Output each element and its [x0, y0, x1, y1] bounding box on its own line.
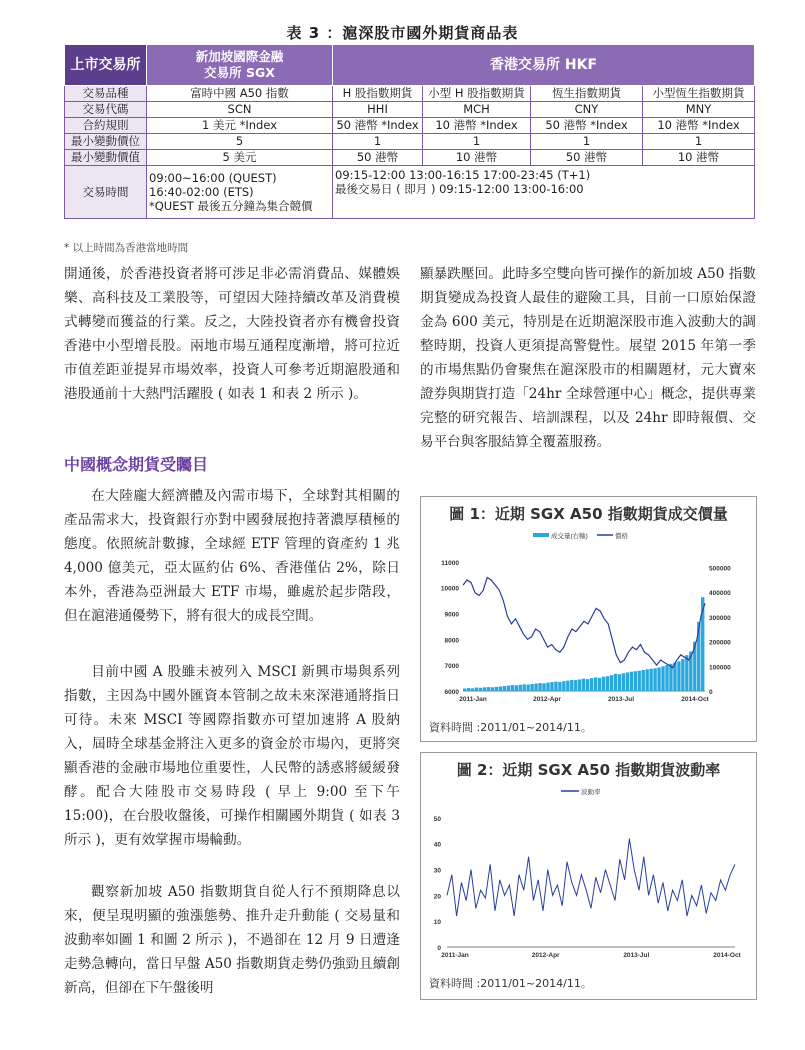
header-hkf: 香港交易所 HKF: [333, 45, 755, 86]
volume-bar: [463, 689, 466, 691]
legend-volume-label: 成交量(右軸): [551, 533, 588, 540]
volume-bar: [582, 679, 585, 691]
figure-2-title: 圖 2：近期 SGX A50 指數期貨波動率: [456, 761, 721, 779]
volume-bar: [558, 682, 561, 691]
volume-bar: [665, 665, 668, 691]
volume-bar: [538, 683, 541, 691]
table-cell: 小型 H 股指數期貨: [423, 86, 531, 102]
hours-line: *QUEST 最後五分鐘為集合競價: [149, 199, 313, 213]
table-cell: HHI: [333, 102, 423, 118]
table-cell: 10 港幣 *Index: [643, 118, 755, 134]
price-line: [463, 577, 705, 667]
hours-line: 最後交易日 ( 即月 ) 09:15-12:00 13:00-16:00: [335, 182, 584, 196]
x-tick-label: 2012-Apr: [531, 952, 560, 959]
volume-bar: [507, 686, 510, 691]
row-label: 交易時間: [65, 166, 147, 219]
table-cell: 1: [531, 134, 643, 150]
table-cell: 50 港幣: [333, 150, 423, 166]
volume-bar: [566, 681, 569, 691]
figure-1-title: 圖 1：近期 SGX A50 指數期貨成交價量: [449, 505, 728, 523]
volume-bar: [519, 685, 522, 691]
table-cell: 1: [333, 134, 423, 150]
table-cell: SCN: [147, 102, 333, 118]
y-right-tick-label: 400000: [709, 590, 731, 598]
table-cell: CNY: [531, 102, 643, 118]
volume-bar: [649, 669, 652, 691]
volume-bar: [634, 671, 637, 691]
table-cell-hours-sgx: [147, 166, 333, 219]
volume-bar: [610, 675, 613, 691]
header-sgx-line1: 新加坡國際金融: [195, 49, 284, 64]
volume-bar: [546, 683, 549, 691]
volume-bar: [594, 677, 597, 691]
figure-1: [420, 496, 757, 742]
y-right-tick-label: 200000: [709, 639, 731, 647]
volume-bar: [471, 688, 474, 691]
y-left-tick-label: 6000: [444, 689, 459, 696]
table-cell: 50 港幣: [531, 150, 643, 166]
volume-bar: [677, 661, 680, 691]
volume-bar: [645, 669, 648, 691]
volume-bar: [638, 671, 641, 691]
table-cell: 1: [643, 134, 755, 150]
volume-bar: [499, 687, 502, 691]
y-left-tick-label: 7000: [444, 663, 459, 671]
volume-bar: [598, 678, 601, 691]
y-tick-label: 50: [433, 815, 441, 823]
header-sgx: [147, 45, 333, 86]
volume-bar: [618, 674, 621, 691]
volume-bar: [590, 678, 593, 691]
table-cell: 5: [147, 134, 333, 150]
volume-bar: [491, 687, 494, 691]
table-row: [65, 86, 755, 102]
volume-bar: [542, 683, 545, 691]
volume-bar: [681, 659, 684, 691]
hours-line: 16:40-02:00 (ETS): [149, 185, 254, 199]
paragraph: 開通後，於香港投資者將可涉足非必需消費品、媒體娛樂、高科技及工業股等，可望因大陸持續改革及消費模式轉變而獲益的行業。反之，大陸投資者亦有機會投資香港中小型增長股。兩地市場互通程度漸增，將可拉近市值差距並提昇市場效率，投資人可參考近期滬股通和港股通前十大熱門活躍股 ( 如表 1 和表 2 所示 )。: [64, 266, 400, 402]
table-cell: 富時中國 A50 指數: [147, 86, 333, 102]
volume-bar: [630, 672, 633, 691]
table-row: [65, 134, 755, 150]
row-label: 合約規則: [65, 118, 147, 134]
paragraph: 觀察新加坡 A50 指數期貨自從人行不預期降息以來，便呈現明顯的強漲態勢、推升走升動能 ( 交易量和波動率如圖 1 和圖 2 所示 )，不過卻在 12 月 9 日遭逢走勢急轉向，當日早盤 A50 指數期貨走勢仍強勁且續創新高，但卻在下午盤後明: [64, 884, 400, 996]
y-right-tick-label: 300000: [709, 614, 731, 622]
volume-bar: [515, 685, 518, 691]
table-row: [65, 150, 755, 166]
volatility-chart: [425, 785, 751, 965]
volume-bar: [626, 672, 629, 691]
y-left-tick-label: 9000: [444, 611, 459, 619]
x-tick-label: 2013-Jul: [623, 952, 650, 959]
row-label: 最小變動價位: [65, 134, 147, 150]
table-note: * 以上時間為香港當地時間: [64, 242, 189, 254]
hours-line: 09:00~16:00 (QUEST): [149, 171, 277, 185]
volume-bar: [487, 687, 490, 691]
x-tick-label: 2011-Jan: [459, 696, 487, 703]
volume-bar: [562, 681, 565, 691]
table-cell: 1 美元 *Index: [147, 118, 333, 134]
legend-price-label: 價格: [615, 533, 628, 540]
volume-bar: [661, 666, 664, 691]
figure-1-source: 資料時間 :2011/01~2014/11。: [429, 721, 592, 734]
y-tick-label: 10: [433, 919, 441, 927]
table-row: [65, 102, 755, 118]
volume-bar: [657, 668, 660, 691]
figure-2: [420, 752, 757, 1000]
table-cell: 1: [423, 134, 531, 150]
table-cell: 10 港幣: [423, 150, 531, 166]
table-cell: MCH: [423, 102, 531, 118]
row-label: 交易品種: [65, 86, 147, 102]
volume-bar: [550, 682, 553, 691]
volume-bar: [495, 687, 498, 691]
section-heading: 中國概念期貨受矚目: [64, 455, 209, 474]
volume-bar: [606, 676, 609, 691]
hours-line: 09:15-12:00 13:00-16:15 17:00-23:45 (T+1): [335, 168, 591, 182]
futures-table: [64, 44, 755, 219]
volume-bar: [479, 688, 482, 691]
volume-bar: [614, 674, 617, 691]
x-tick-label: 2012-Apr: [533, 696, 561, 703]
paragraph: 在大陸龐大經濟體及內需市場下，全球對其相關的產品需求大，投資銀行亦對中國發展抱持著濃厚積極的態度。依照統計數據，全球經 ETF 管理的資產約 1 兆 4,000 億美元，亞太區約佔 6%、香港僅佔 2%，除日本外，香港為亞洲最大 ETF 市場，雖處於起步階段，但在滬港通優勢下，將有很大的成長空間。: [64, 488, 400, 624]
paragraph: 目前中國 A 股雖未被列入 MSCI 新興市場與系列指數，主因為中國外匯資本管制之故未來深港通將指日可待。未來 MSCI 等國際指數亦可望加速將 A 股納入，屆時全球基金將注入更多的資金於市場內，更將突顯香港的金融市場地位重要性，人民幣的誘惑將緩緩發酵。配合大陸股市交易時段 ( 早上 9:00 至下午 15:00)，在台股收盤後，可操作相關國外期貨 ( 如表 3 所示 )，更有效掌握市場輪動。: [64, 664, 400, 848]
volume-price-chart: [425, 529, 751, 709]
x-tick-label: 2014-Oct: [713, 952, 741, 959]
y-tick-label: 20: [433, 893, 441, 901]
y-tick-label: 0: [437, 945, 441, 952]
volume-bar: [511, 685, 514, 691]
volume-bar: [534, 684, 537, 691]
y-right-tick-label: 500000: [709, 565, 731, 573]
y-right-tick-label: 100000: [709, 664, 731, 672]
volume-bar: [586, 679, 589, 691]
volume-bar: [622, 673, 625, 691]
table-cell: 50 港幣 *Index: [531, 118, 643, 134]
legend-volume-swatch: [533, 533, 549, 537]
volume-bar: [483, 687, 486, 691]
table-cell: 50 港幣 *Index: [333, 118, 423, 134]
table-title: 表 3 ：滬深股市國外期貨商品表: [286, 24, 519, 42]
table-cell: 小型恆生指數期貨: [643, 86, 755, 102]
volume-bar: [503, 686, 506, 691]
table-cell: 10 港幣: [643, 150, 755, 166]
header-market: 上市交易所: [65, 45, 147, 86]
y-left-tick-label: 8000: [444, 637, 459, 645]
volume-bar: [574, 680, 577, 691]
y-right-tick-label: 0: [709, 689, 713, 696]
table-cell-hours-hkf: [333, 166, 755, 219]
volume-bar: [526, 685, 529, 691]
row-label: 最小變動價值: [65, 150, 147, 166]
header-sgx-line2: 交易所 SGX: [204, 65, 275, 80]
table-cell: 5 美元: [147, 150, 333, 166]
row-label: 交易代碼: [65, 102, 147, 118]
paragraph: 顯暴跌壓回。此時多空雙向皆可操作的新加坡 A50 指數期貨變成為投資人最佳的避險工具，目前一口原始保證金為 600 美元，特別是在近期滬深股市進入波動大的調整時期，投資人更須提高警覺性。展望 2015 年第一季的市場焦點仍會聚焦在滬深股市的相關題材，元大寶來證券與期貨打造「24hr 全球營運中心」概念，提供專業完整的研究報告、培訓課程，以及 24hr 即時報價、交易平台與客服結算全覆蓋服務。: [420, 266, 756, 450]
x-tick-label: 2011-Jan: [441, 952, 469, 959]
volume-bar: [642, 670, 645, 691]
volume-bar: [475, 688, 478, 691]
y-tick-label: 40: [433, 841, 441, 849]
volatility-line: [447, 839, 735, 916]
table-cell: 恆生指數期貨: [531, 86, 643, 102]
volume-bar: [530, 684, 533, 691]
volume-bar: [554, 682, 557, 691]
volume-bar: [570, 680, 573, 691]
table-cell: H 股指數期貨: [333, 86, 423, 102]
table-row: [65, 166, 755, 219]
volume-bar: [685, 655, 688, 691]
volume-bar: [467, 688, 470, 691]
volume-bar: [578, 679, 581, 691]
volume-bar: [653, 668, 656, 691]
volume-bar: [523, 684, 526, 691]
y-tick-label: 30: [433, 867, 441, 875]
volume-bar: [602, 677, 605, 691]
table-cell: MNY: [643, 102, 755, 118]
legend-volatility-label: 波動率: [581, 789, 601, 796]
x-tick-label: 2014-Oct: [681, 696, 709, 703]
table-cell: 10 港幣 *Index: [423, 118, 531, 134]
table-row: [65, 118, 755, 134]
y-left-tick-label: 11000: [441, 559, 459, 567]
figure-2-source: 資料時間 :2011/01~2014/11。: [429, 977, 592, 990]
x-tick-label: 2013-Jul: [607, 696, 635, 703]
y-left-tick-label: 10000: [440, 585, 459, 593]
